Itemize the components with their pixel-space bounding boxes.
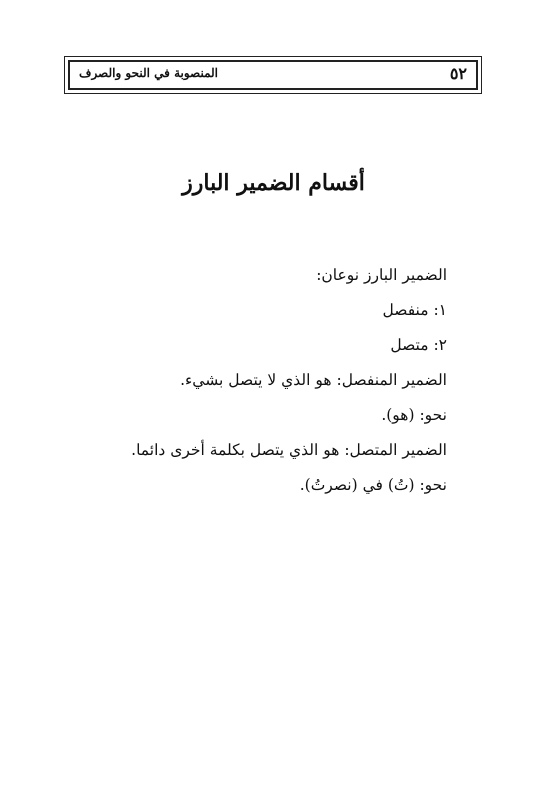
intro-line: الضمير البارز نوعان:	[316, 266, 447, 284]
detached-definition: الضمير المنفصل: هو الذي لا يتصل بشيء.	[180, 371, 447, 389]
section-title: أقسام الضمير البارز	[182, 170, 365, 196]
page-number: ٥٢	[449, 64, 467, 83]
attached-example: نحو: (تُ) في (نصرتُ).	[299, 476, 447, 494]
list-item-attached: ٢: متصل	[390, 336, 447, 354]
running-title: المنصوبة في النحو والصرف	[79, 66, 219, 80]
attached-definition: الضمير المتصل: هو الذي يتصل بكلمة أخرى دائما.	[131, 441, 447, 459]
page-header	[64, 56, 482, 94]
detached-example: نحو: (هو).	[381, 406, 447, 424]
body-text	[117, 258, 447, 503]
list-item-detached: ١: منفصل	[382, 301, 447, 319]
